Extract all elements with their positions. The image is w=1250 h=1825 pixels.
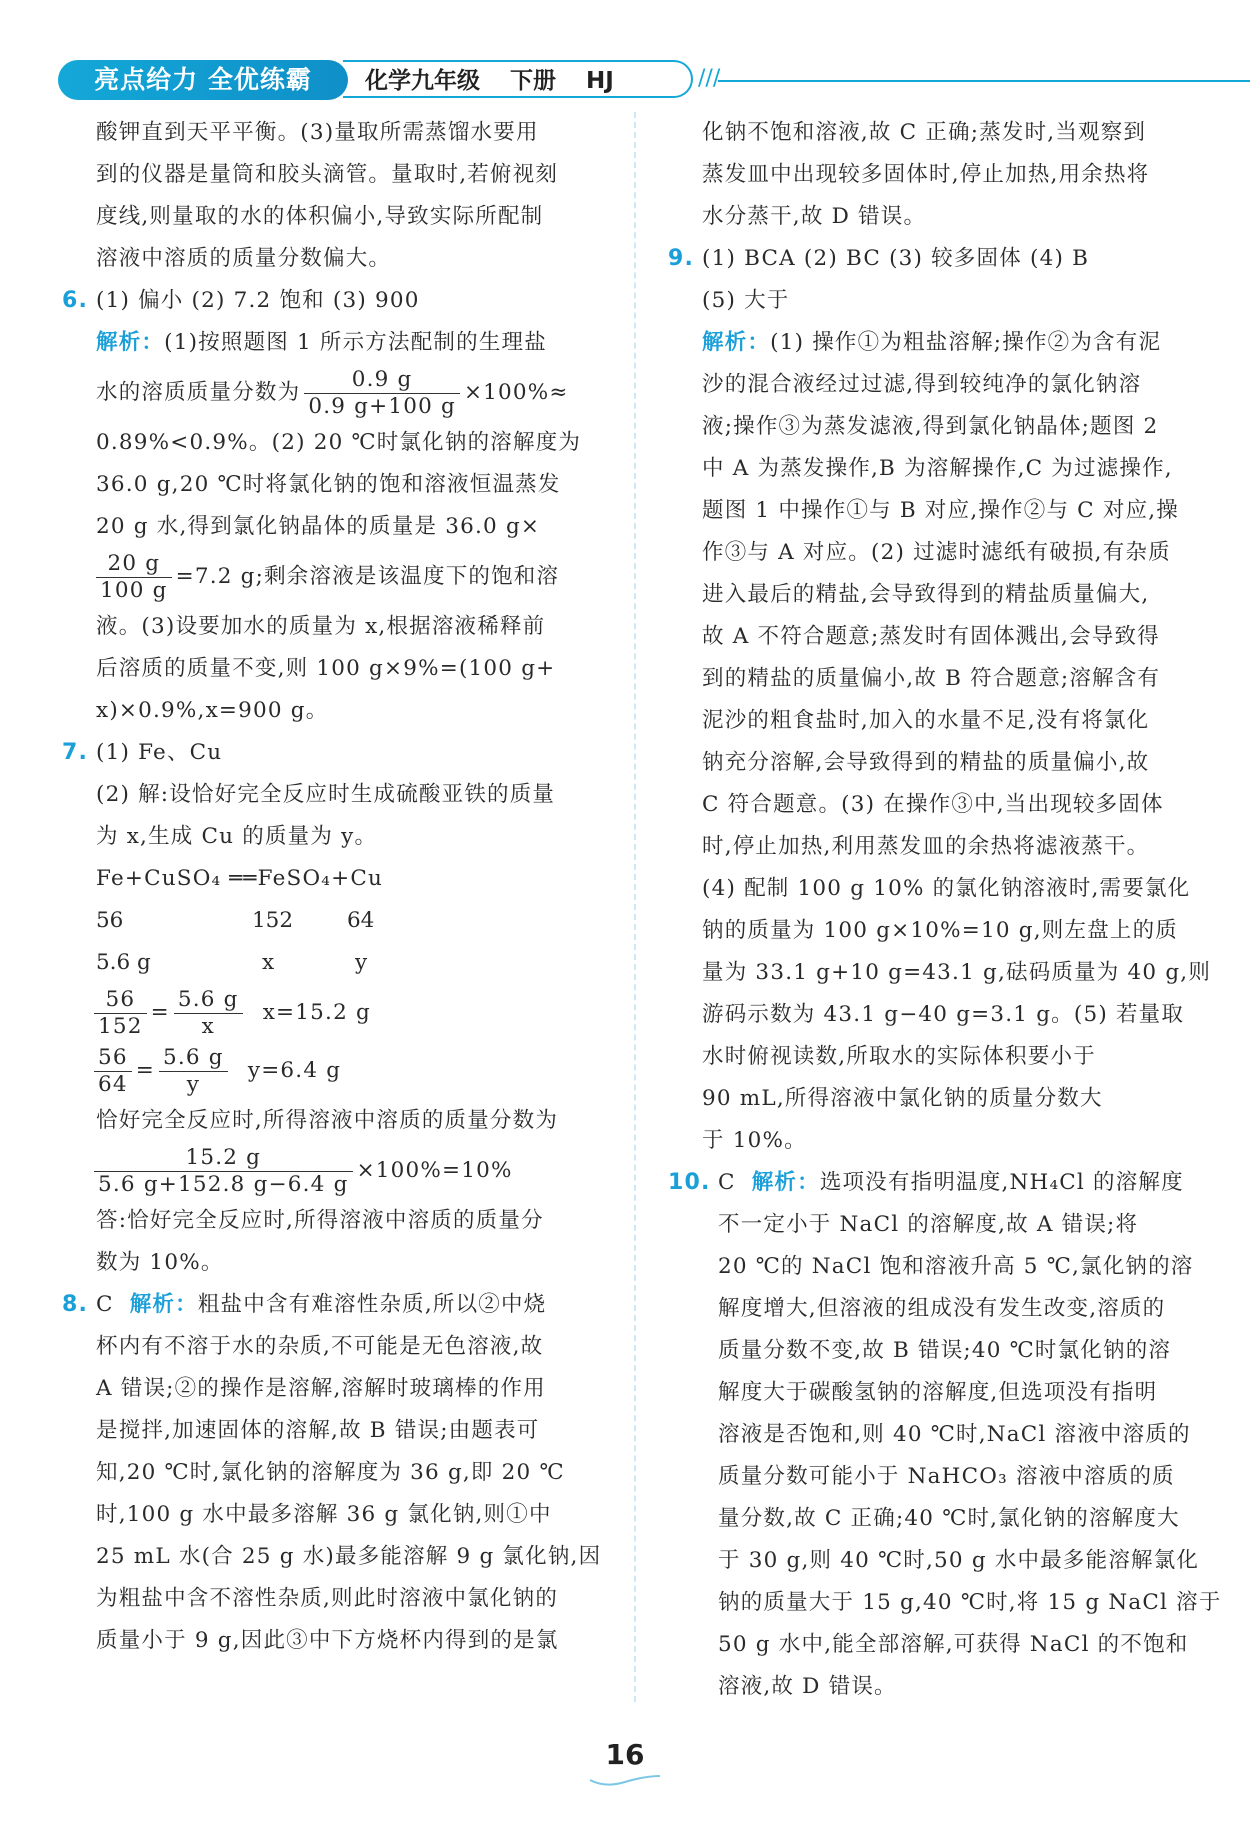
analysis-text: (1) 操作①为粗盐溶解;操作②为含有泥 xyxy=(770,330,1162,355)
fraction xyxy=(96,551,172,604)
denominator: 64 xyxy=(98,1071,128,1097)
molar-mass: 56 xyxy=(96,908,124,933)
text-line xyxy=(668,322,1198,364)
subject-label: 化学九年级 xyxy=(365,68,480,94)
text-line: 为粗盐中含不溶性杂质,则此时溶液中氯化钠的 xyxy=(96,1586,559,1611)
analysis-label: 解析： xyxy=(702,330,771,355)
text-line: 作③与 A 对应。(2) 过滤时滤纸有破损,有杂质 xyxy=(702,540,1171,565)
text-line: 液。(3)设要加水的质量为 x,根据溶液稀释前 xyxy=(96,614,546,639)
question-number: 7. xyxy=(62,740,89,765)
analysis-text: 粗盐中含有难溶性杂质,所以②中烧 xyxy=(197,1292,547,1317)
chemical-equation: Fe+CuSO₄ ══FeSO₄+Cu xyxy=(96,866,384,891)
denominator: 0.9 g+100 g xyxy=(308,393,456,419)
numerator: 56 xyxy=(94,987,147,1014)
text-line: C 符合题意。(3) 在操作③中,当出现较多固体 xyxy=(702,792,1164,817)
text-line: 中 A 为蒸发操作,B 为溶解操作,C 为过滤操作, xyxy=(702,456,1173,481)
question-6-answer xyxy=(62,280,592,322)
text-line: 题图 1 中操作①与 B 对应,操作②与 C 对应,操 xyxy=(702,498,1180,523)
text-line: 时,100 g 水中最多溶解 36 g 氯化钠,则①中 xyxy=(96,1502,552,1527)
numerator: 15.2 g xyxy=(94,1145,353,1172)
edition-label: HJ xyxy=(586,68,614,94)
numerator: 5.6 g xyxy=(159,1045,228,1072)
analysis-label: 解析： xyxy=(129,1292,198,1317)
text-line: 故 A 不符合题意;蒸发时有固体溅出,会导致得 xyxy=(702,624,1160,649)
text-line: 质量小于 9 g,因此③中下方烧杯内得到的是氯 xyxy=(96,1628,559,1653)
text-line: x)×0.9%,x=900 g。 xyxy=(96,698,329,723)
volume-label: 下册 xyxy=(510,68,557,94)
question-10-answer xyxy=(668,1162,1198,1204)
column-divider xyxy=(634,112,636,1702)
answer-text: (1) 偏小 (2) 7.2 饱和 (3) 900 xyxy=(96,288,420,313)
formula-line xyxy=(62,548,592,606)
molar-mass-row xyxy=(62,900,592,942)
book-info xyxy=(343,60,693,98)
text-line: 水时俯视读数,所取水的实际体积要小于 xyxy=(702,1044,1096,1069)
text-line: 游码示数为 43.1 g−40 g=3.1 g。(5) 若量取 xyxy=(702,1002,1185,1027)
formula-line xyxy=(62,1142,592,1200)
left-column xyxy=(62,112,602,1662)
text-line: 量为 33.1 g+10 g=43.1 g,砝码质量为 40 g,则 xyxy=(702,960,1212,985)
analysis-text: 选项没有指明温度,NH₄Cl 的溶解度 xyxy=(819,1170,1184,1195)
molar-mass: 64 xyxy=(347,908,375,933)
text-line: 质量分数可能小于 NaHCO₃ 溶液中溶质的质 xyxy=(718,1464,1175,1489)
fraction xyxy=(174,987,243,1040)
page-number-swirl-icon xyxy=(585,1770,665,1790)
fraction xyxy=(94,1045,132,1098)
text-line: 时,停止加热,利用蒸发皿的余热将滤液蒸干。 xyxy=(702,834,1150,859)
text-line: 50 g 水中,能全部溶解,可获得 NaCl 的不饱和 xyxy=(718,1632,1189,1657)
text-fragment: ×100%≈ xyxy=(463,380,569,405)
analysis-text: (1)按照题图 1 所示方法配制的生理盐 xyxy=(164,330,547,355)
header-slash-decoration: /// xyxy=(698,66,721,91)
denominator: x xyxy=(201,1013,215,1039)
text-line: 酸钾直到天平平衡。(3)量取所需蒸馏水要用 xyxy=(96,120,539,145)
text-line: 25 mL 水(合 25 g 水)最多能溶解 9 g 氯化钠,因 xyxy=(96,1544,602,1569)
answer-text: (1) Fe、Cu xyxy=(96,740,223,765)
text-line: 后溶质的质量不变,则 100 g×9%=(100 g+ xyxy=(96,656,556,681)
text-fragment: ×100%=10% xyxy=(356,1158,513,1183)
answer-text: (1) BCA (2) BC (3) 较多固体 (4) B xyxy=(702,246,1090,271)
proportion-line: $\frac{56}{152}$ = $\frac{5.6 g}{x}$ x=15.2 g xyxy=(62,984,592,1042)
text-line: 知,20 ℃时,氯化钠的溶解度为 36 g,即 20 ℃ xyxy=(96,1460,565,1485)
text-line: 液;操作③为蒸发滤液,得到氯化钠晶体;题图 2 xyxy=(702,414,1159,439)
text-line: A 错误;②的操作是溶解,溶解时玻璃棒的作用 xyxy=(96,1376,546,1401)
result: x=15.2 g xyxy=(262,1000,371,1025)
text-line: 钠的质量为 100 g×10%=10 g,则左盘上的质 xyxy=(702,918,1178,943)
analysis-label: 解析： xyxy=(96,330,165,355)
fraction xyxy=(304,367,460,420)
text-line: 钠的质量大于 15 g,40 ℃时,将 15 g NaCl 溶于 xyxy=(718,1590,1222,1615)
answer-text: (5) 大于 xyxy=(702,288,790,313)
text-line: 溶液是否饱和,则 40 ℃时,NaCl 溶液中溶质的 xyxy=(718,1422,1191,1447)
text-line: 量分数,故 C 正确;40 ℃时,氯化钠的溶解度大 xyxy=(718,1506,1180,1531)
numerator: 0.9 g xyxy=(304,367,460,394)
text-fragment: 水的溶质质量分数为 xyxy=(96,380,301,405)
text-line: 解度大于碳酸氢钠的溶解度,但选项没有指明 xyxy=(718,1380,1158,1405)
formula-line xyxy=(62,364,592,422)
question-9-answer xyxy=(668,238,1198,280)
text-line: 36.0 g,20 ℃时将氯化钠的饱和溶液恒温蒸发 xyxy=(96,472,561,497)
numerator: 5.6 g xyxy=(174,987,243,1014)
fraction xyxy=(159,1045,228,1098)
quantity: 5.6 g xyxy=(96,950,151,975)
text-line: 度线,则量取的水的体积偏小,导致实际所配制 xyxy=(96,204,544,229)
text-line: 于 10%。 xyxy=(702,1128,807,1153)
question-8-answer xyxy=(62,1284,592,1326)
page-header xyxy=(58,60,1208,102)
text-line: 水分蒸干,故 D 错误。 xyxy=(702,204,927,229)
text-line: 沙的混合液经过过滤,得到较纯净的氯化钠溶 xyxy=(702,372,1142,397)
answer-text: C xyxy=(718,1170,736,1195)
text-line: 恰好完全反应时,所得溶液中溶质的质量分数为 xyxy=(96,1108,559,1133)
denominator: 100 g xyxy=(100,577,168,603)
text-line: 化钠不饱和溶液,故 C 正确;蒸发时,当观察到 xyxy=(702,120,1147,145)
numerator: 20 g xyxy=(96,551,172,578)
quantity-row xyxy=(62,942,592,984)
question-number: 8. xyxy=(62,1292,89,1317)
proportion-line: $\frac{56}{64}$ = $\frac{5.6 g}{y}$ y=6.4 g xyxy=(62,1042,592,1100)
right-column xyxy=(668,112,1222,1708)
text-line: 蒸发皿中出现较多固体时,停止加热,用余热将 xyxy=(702,162,1150,187)
quantity: y xyxy=(355,950,368,975)
text-line xyxy=(62,322,592,364)
text-line: 是搅拌,加速固体的溶解,故 B 错误;由题表可 xyxy=(96,1418,540,1443)
text-line: 进入最后的精盐,会导致得到的精盐质量偏大, xyxy=(702,582,1150,607)
denominator: y xyxy=(186,1071,201,1097)
text-line: 溶液中溶质的质量分数偏大。 xyxy=(96,246,392,271)
answer-text: C xyxy=(96,1292,114,1317)
text-line: 杯内有不溶于水的杂质,不可能是无色溶液,故 xyxy=(96,1334,544,1359)
text-line: 90 mL,所得溶液中氯化钠的质量分数大 xyxy=(702,1086,1103,1111)
text-line: 解度增大,但溶液的组成没有发生改变,溶质的 xyxy=(718,1296,1166,1321)
fraction xyxy=(94,1145,353,1198)
question-number: 6. xyxy=(62,288,89,313)
text-line: (2) 解:设恰好完全反应时生成硫酸亚铁的质量 xyxy=(96,782,556,807)
series-badge: 亮点给力 全优练霸 xyxy=(58,60,348,100)
result: y=6.4 g xyxy=(247,1058,342,1083)
analysis-label: 解析： xyxy=(751,1170,820,1195)
question-number: 9. xyxy=(668,246,695,271)
text-line: 20 ℃的 NaCl 饱和溶液升高 5 ℃,氯化钠的溶 xyxy=(718,1254,1194,1279)
text-line: 0.89%<0.9%。(2) 20 ℃时氯化钠的溶解度为 xyxy=(96,430,582,455)
text-line: 钠充分溶解,会导致得到的精盐的质量偏小,故 xyxy=(702,750,1150,775)
text-line: 为 x,生成 Cu 的质量为 y。 xyxy=(96,824,378,849)
page-number: 16 xyxy=(605,1738,645,1771)
fraction xyxy=(94,987,147,1040)
text-fragment: =7.2 g;剩余溶液是该温度下的饱和溶 xyxy=(175,564,560,589)
text-line: (4) 配制 100 g 10% 的氯化钠溶液时,需要氯化 xyxy=(702,876,1191,901)
question-7-answer xyxy=(62,732,592,774)
text-line: 质量分数不变,故 B 错误;40 ℃时氯化钠的溶 xyxy=(718,1338,1172,1363)
denominator: 152 xyxy=(98,1013,143,1039)
text-line: 数为 10%。 xyxy=(96,1250,224,1275)
question-number: 10. xyxy=(668,1170,711,1195)
text-line: 溶液,故 D 错误。 xyxy=(718,1674,897,1699)
text-line: 泥沙的粗食盐时,加入的水量不足,没有将氯化 xyxy=(702,708,1150,733)
text-line: 20 g 水,得到氯化钠晶体的质量是 36.0 g× xyxy=(96,514,541,539)
quantity: x xyxy=(262,950,275,975)
text-line: 不一定小于 NaCl 的溶解度,故 A 错误;将 xyxy=(718,1212,1139,1237)
molar-mass: 152 xyxy=(252,908,294,933)
numerator: 56 xyxy=(94,1045,132,1072)
text-line: 到的仪器是量筒和胶头滴管。量取时,若俯视刻 xyxy=(96,162,559,187)
denominator: 5.6 g+152.8 g−6.4 g xyxy=(98,1171,349,1197)
text-line: 答:恰好完全反应时,所得溶液中溶质的质量分 xyxy=(96,1208,544,1233)
text-line: 于 30 g,则 40 ℃时,50 g 水中最多能溶解氯化 xyxy=(718,1548,1200,1573)
header-rule xyxy=(718,80,1250,82)
text-line: 到的精盐的质量偏小,故 B 符合题意;溶解含有 xyxy=(702,666,1161,691)
